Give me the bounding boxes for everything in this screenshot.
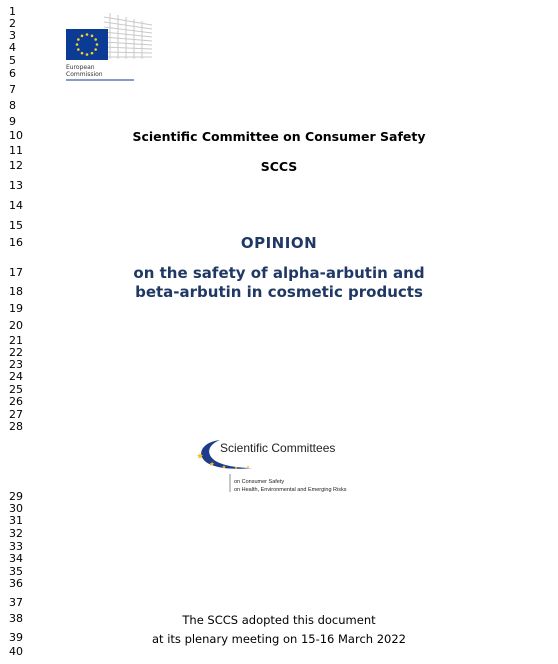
line-number: 33 [9, 540, 23, 553]
line-number: 16 [9, 236, 23, 249]
eu-star-icon [94, 48, 97, 51]
eu-star-icon [76, 43, 79, 46]
sc-logo-line-1: on Consumer Safety [234, 479, 285, 485]
line-number: 8 [9, 99, 16, 112]
line-number: 20 [9, 319, 23, 332]
line-number: 7 [9, 83, 16, 96]
line-number: 19 [9, 302, 23, 315]
star-icon [247, 466, 250, 469]
eu-star-icon [91, 35, 94, 38]
line-number: 5 [9, 54, 16, 67]
committee-name: Scientific Committee on Consumer Safety [132, 129, 426, 144]
line-number: 9 [9, 115, 16, 128]
opinion-subject-line-1: on the safety of alpha-arbutin and [133, 264, 425, 282]
line-number: 40 [9, 645, 23, 658]
line-number: 39 [9, 631, 23, 644]
line-number: 28 [9, 420, 23, 433]
line-number: 23 [9, 358, 23, 371]
ec-building-lines-icon [104, 13, 152, 59]
line-number: 29 [9, 490, 23, 503]
line-number: 3 [9, 29, 16, 42]
line-number: 6 [9, 67, 16, 80]
line-number: 25 [9, 383, 23, 396]
line-number: 12 [9, 159, 23, 172]
line-number: 18 [9, 285, 23, 298]
line-number: 21 [9, 334, 23, 347]
line-number: 36 [9, 577, 23, 590]
line-number: 15 [9, 219, 23, 232]
line-number: 24 [9, 370, 23, 383]
line-number: 37 [9, 596, 23, 609]
line-number: 14 [9, 199, 23, 212]
line-number: 10 [9, 129, 23, 142]
sc-logo-title: Scientific Committees [220, 441, 336, 455]
line-number: 35 [9, 565, 23, 578]
sc-logo-line-2: on Health, Environmental and Emerging Risks [234, 487, 347, 493]
eu-star-icon [96, 43, 99, 46]
line-number: 17 [9, 266, 23, 279]
line-number: 26 [9, 395, 23, 408]
ec-logo-text-2: Commission [66, 71, 103, 78]
committee-acronym: SCCS [260, 159, 298, 174]
eu-star-icon [94, 38, 97, 41]
line-number: 11 [9, 144, 23, 157]
line-number: 31 [9, 514, 23, 527]
adoption-statement: The SCCS adopted this document [182, 613, 376, 627]
eu-star-icon [81, 35, 84, 38]
line-number: 2 [9, 17, 16, 30]
line-number: 34 [9, 552, 23, 565]
eu-star-icon [77, 48, 80, 51]
line-number: 27 [9, 408, 23, 421]
opinion-subject-line-2: beta-arbutin in cosmetic products [135, 283, 423, 301]
line-number: 32 [9, 527, 23, 540]
eu-star-icon [91, 52, 94, 55]
line-number: 1 [9, 5, 16, 18]
line-number: 13 [9, 179, 23, 192]
european-commission-logo [44, 13, 154, 85]
line-number: 22 [9, 346, 23, 359]
eu-star-icon [86, 33, 89, 36]
line-number: 4 [9, 41, 16, 54]
eu-star-icon [81, 52, 84, 55]
star-icon [234, 466, 237, 469]
scientific-committees-logo [192, 438, 372, 500]
eu-star-icon [86, 53, 89, 56]
eu-star-icon [77, 38, 80, 41]
plenary-meeting-date: at its plenary meeting on 15-16 March 2022 [152, 632, 406, 646]
line-number: 30 [9, 502, 23, 515]
opinion-heading: OPINION [240, 234, 318, 252]
ec-logo-text-1: European [66, 64, 95, 71]
line-number: 38 [9, 612, 23, 625]
